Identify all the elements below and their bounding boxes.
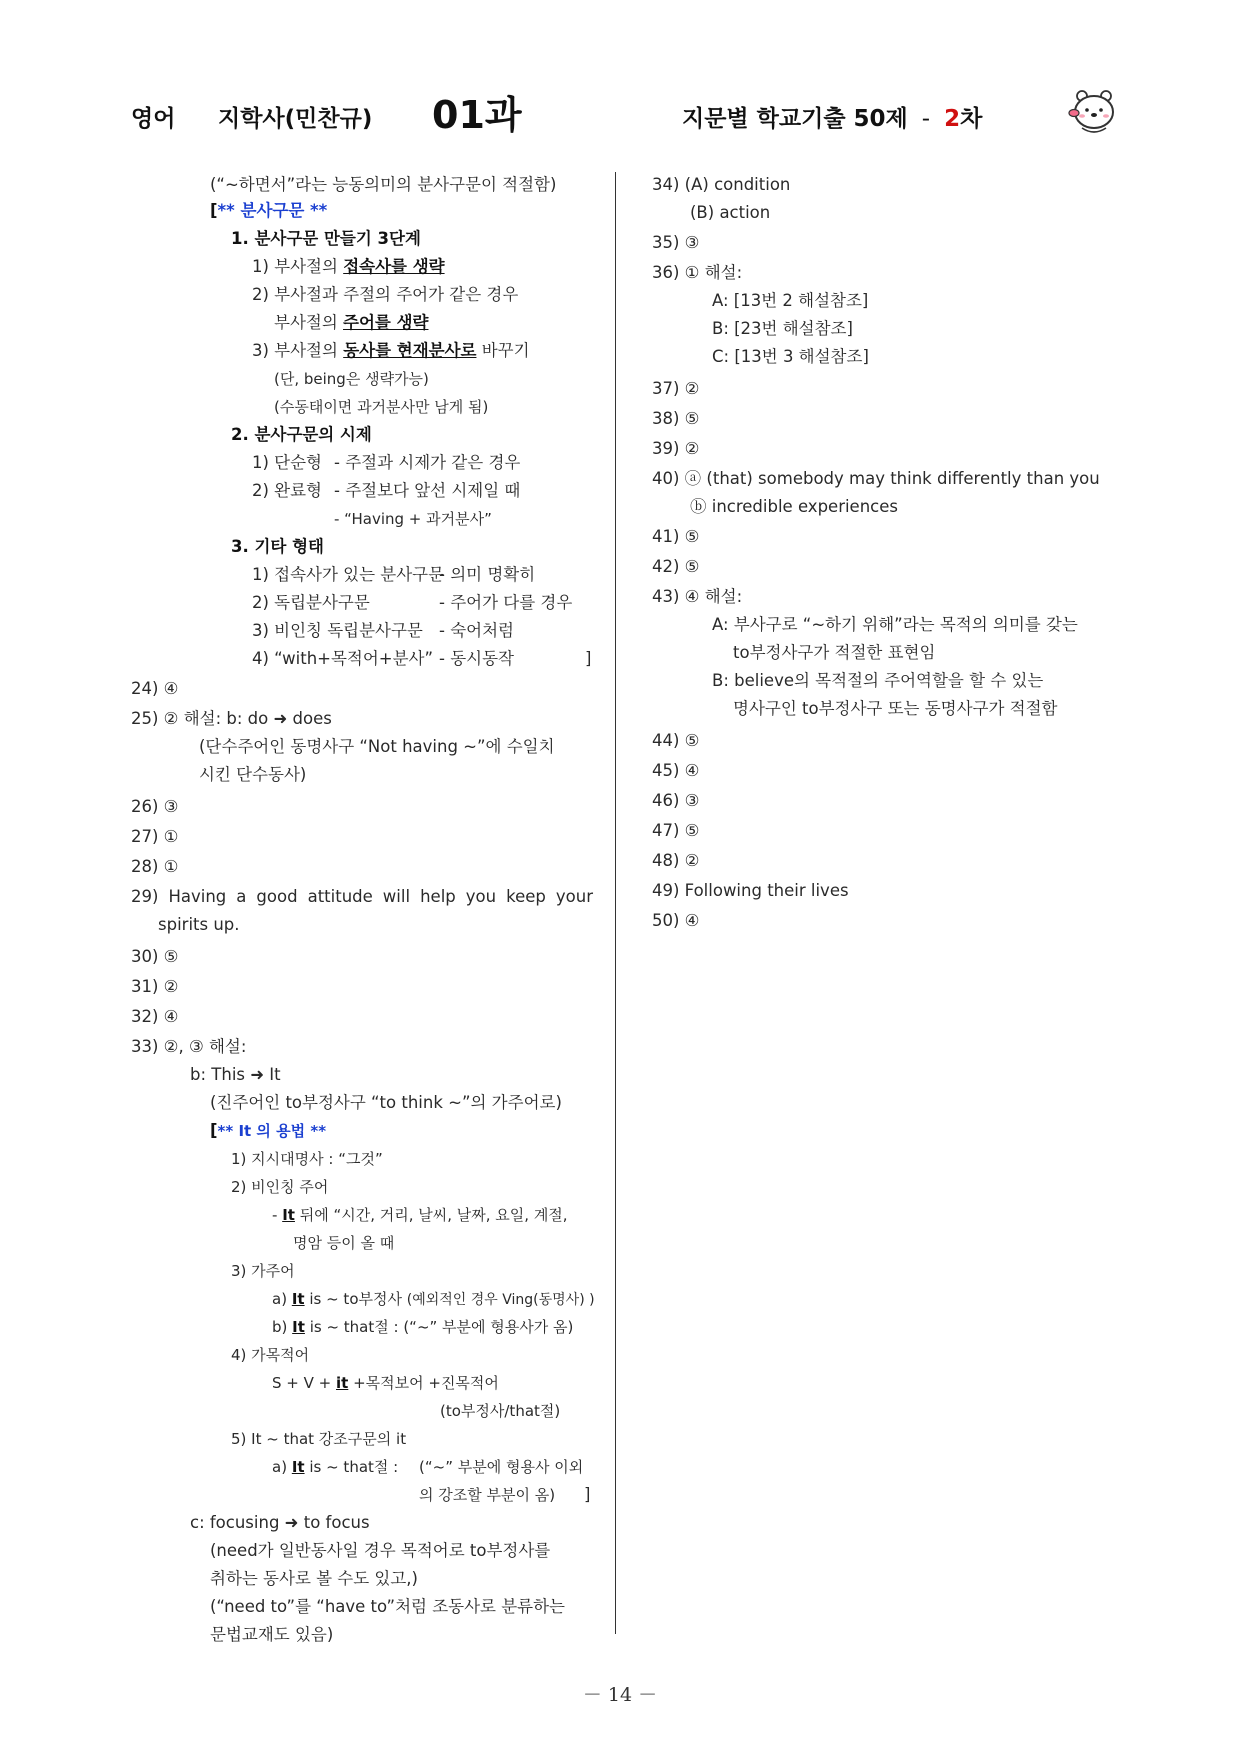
answer-note: B: believe의 목적절의 주어역할을 할 수 있는	[712, 671, 1044, 690]
title-sep: -	[921, 106, 931, 132]
text: a)	[272, 1290, 292, 1308]
left-line: 2) 완료형	[252, 481, 322, 500]
answer-note: to부정사구가 적절한 표현임	[733, 643, 936, 662]
left-line: - 주어가 다를 경우	[439, 593, 573, 612]
answer-note: A: 부사구로 “~하기 위해”라는 목적의 의미를 갖는	[712, 615, 1078, 634]
answer-item: 37) ②	[652, 379, 700, 398]
emphasis: It	[291, 1458, 305, 1476]
text: a)	[272, 1458, 292, 1476]
section-heading: ** 분사구문 **	[217, 201, 328, 220]
left-line: - “Having + 과거분사”	[334, 510, 492, 528]
answer-note: 취하는 동사로 볼 수도 있고,)	[210, 1569, 418, 1588]
left-line: 3) 비인칭 독립분사구문	[252, 621, 423, 640]
text: b)	[272, 1318, 293, 1336]
title-number: 2	[944, 106, 961, 132]
text: (예외적인 경우 Ving(동명사) )	[406, 1292, 595, 1308]
answer-item: 41) ⑤	[652, 527, 700, 546]
answer-item: 40) ⓐ (that) somebody may think differently than you	[652, 469, 1100, 488]
text: S + V +	[272, 1374, 336, 1392]
answer-item: 42) ⑤	[652, 557, 700, 576]
subheading: 1. 분사구문 만들기 3단계	[231, 229, 421, 248]
left-line: - 숙어처럼	[439, 621, 514, 640]
bracket-open: [	[210, 201, 218, 220]
answer-item: 35) ③	[652, 233, 700, 252]
answer-item: 43) ④ 해설:	[652, 587, 743, 606]
left-line: - 주절과 시제가 같은 경우	[334, 453, 521, 472]
answer-item: 46) ③	[652, 791, 700, 810]
teacher-label: 지학사(민찬규)	[218, 106, 373, 132]
text: is ~ to부정사	[304, 1290, 407, 1308]
left-line: 2) 부사절과 주절의 주어가 같은 경우	[252, 285, 519, 304]
answer-item: 25) ② 해설: b: do ➜ does	[131, 709, 332, 728]
text: 바꾸기	[476, 341, 530, 360]
answer-item: 26) ③	[131, 797, 179, 816]
bracket-close: ]	[585, 649, 592, 668]
emphasis: it	[336, 1374, 349, 1392]
answer-item: 28) ①	[131, 857, 179, 876]
answer-item: 33) ②, ③ 해설:	[131, 1037, 247, 1056]
answer-note	[272, 1288, 595, 1311]
answer-note: 문법교재도 있음)	[210, 1625, 334, 1644]
answer-note	[272, 1204, 568, 1226]
answer-note: (진주어인 to부정사구 “to think ~”의 가주어로)	[210, 1093, 562, 1112]
left-line	[274, 312, 428, 334]
title-suffix: 차	[960, 106, 983, 132]
answer-item: 38) ⑤	[652, 409, 700, 428]
answer-note: 2) 비인칭 주어	[231, 1178, 329, 1196]
answer-item: 39) ②	[652, 439, 700, 458]
answer-note: 5) It ~ that 강조구문의 it	[231, 1430, 407, 1448]
answer-note	[272, 1456, 398, 1478]
answer-item: 48) ②	[652, 851, 700, 870]
subject-label: 영어	[131, 106, 176, 132]
answer-item: 24) ④	[131, 679, 179, 698]
page-title	[682, 100, 982, 133]
subheading: 2. 분사구문의 시제	[231, 425, 372, 444]
emphasis: 접속사를 생략	[343, 257, 445, 276]
answer-note: (“need to”를 “have to”처럼 조동사로 분류하는	[210, 1597, 565, 1616]
bear-mascot-icon	[1068, 86, 1120, 136]
answer-item: 44) ⑤	[652, 731, 700, 750]
left-line: 1) 단순형	[252, 453, 322, 472]
lesson-title: 01과	[432, 93, 522, 137]
answer-note: (to부정사/that절)	[440, 1402, 561, 1420]
answer-note: 시킨 단수동사)	[199, 765, 307, 784]
left-line	[210, 200, 327, 222]
answer-item: 29) Having a good attitude will help you keep your	[131, 887, 593, 906]
answer-item: 50) ④	[652, 911, 700, 930]
answer-note: (need가 일반동사일 경우 목적어로 to부정사를	[210, 1541, 551, 1560]
answer-item: 27) ①	[131, 827, 179, 846]
text: is ~ that절 : (“~” 부분에 형용사가 옴)	[304, 1318, 574, 1336]
answer-item: 36) ① 해설:	[652, 263, 743, 282]
left-line	[252, 340, 530, 362]
left-line: (“~하면서”라는 능동의미의 분사구문이 적절함)	[210, 175, 557, 194]
text: -	[272, 1206, 283, 1224]
answer-note: C: [13번 3 해설참조]	[712, 347, 869, 366]
emphasis: It	[282, 1206, 295, 1224]
answer-note: (B) action	[690, 203, 771, 222]
answer-note	[272, 1316, 573, 1338]
emphasis: It	[292, 1318, 305, 1336]
answer-note: 1) 지시대명사 : “그것”	[231, 1150, 383, 1168]
section-heading: ** It 의 용법 **	[217, 1122, 327, 1140]
title-main: 지문별 학교기출 50제	[682, 106, 908, 132]
answer-note: 4) 가목적어	[231, 1346, 310, 1364]
answer-item: 32) ④	[131, 1007, 179, 1026]
answer-note: A: [13번 2 해설참조]	[712, 291, 869, 310]
answer-note: c: focusing ➜ to focus	[190, 1513, 370, 1532]
text: 뒤에 “시간, 거리, 날씨, 날짜, 요일, 계절,	[294, 1206, 568, 1224]
text: is ~ that절 :	[304, 1458, 399, 1476]
answer-note: 의 강조할 부분이 옴)	[419, 1486, 556, 1504]
answer-note: 3) 가주어	[231, 1262, 295, 1280]
emphasis: 동사를 현재분사로	[343, 341, 477, 360]
answer-item: 47) ⑤	[652, 821, 700, 840]
left-line: (수동태이면 과거분사만 남게 됨)	[274, 398, 489, 416]
answer-note: 명사구인 to부정사구 또는 동명사구가 적절함	[733, 699, 1058, 718]
left-line: - 의미 명확히	[439, 565, 536, 584]
answer-note: 명암 등이 올 때	[293, 1234, 395, 1252]
left-line: - 주절보다 앞선 시제일 때	[334, 481, 521, 500]
left-line: 4) “with+목적어+분사”	[252, 649, 434, 668]
bracket-open: [	[210, 1121, 218, 1140]
answer-note: (단수주어인 동명사구 “Not having ~”에 수일치	[199, 737, 555, 756]
text: 3) 부사절의	[252, 341, 344, 360]
answer-note: spirits up.	[158, 915, 240, 934]
bracket-close: ]	[584, 1485, 591, 1504]
answer-item: 31) ②	[131, 977, 179, 996]
answer-item: 45) ④	[652, 761, 700, 780]
answer-note: B: [23번 해설참조]	[712, 319, 853, 338]
answer-item: 49) Following their lives	[652, 881, 849, 900]
text: +목적보어 +진목적어	[348, 1374, 499, 1392]
text: 부사절의	[274, 313, 344, 332]
left-line: 1) 접속사가 있는 분사구문	[252, 565, 445, 584]
left-line: - 동시동작	[439, 649, 514, 668]
page-number: － 14 －	[582, 1684, 658, 1706]
answer-note	[210, 1120, 326, 1142]
answer-item: 30) ⑤	[131, 947, 179, 966]
emphasis: 주어를 생략	[343, 313, 429, 332]
left-line: (단, being은 생략가능)	[274, 370, 429, 388]
answer-item: 34) (A) condition	[652, 175, 791, 194]
answer-note	[272, 1372, 499, 1394]
subheading: 3. 기타 형태	[231, 537, 324, 556]
left-line: 2) 독립분사구문	[252, 593, 370, 612]
answer-note: (“~” 부분에 형용사 이외	[419, 1458, 584, 1476]
emphasis: It	[291, 1290, 305, 1308]
text: 1) 부사절의	[252, 257, 344, 276]
answer-note: ⓑ incredible experiences	[690, 497, 898, 516]
column-divider	[615, 172, 616, 1634]
answer-note: b: This ➜ It	[190, 1065, 281, 1084]
left-line	[252, 256, 445, 278]
